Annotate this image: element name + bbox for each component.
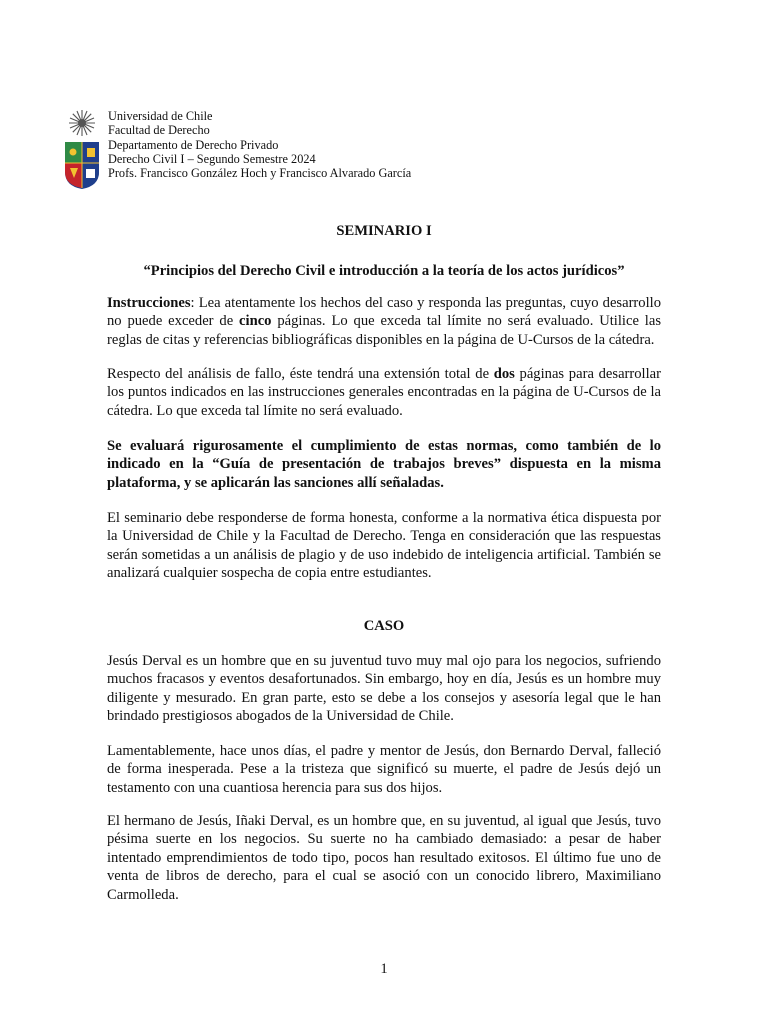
fallo-text-2: páginas para desarrollar los puntos indicados en las instrucciones generales encontradas en la página de U-Cursos de la cátedra. Lo que exceda tal límite no será evaluado.	[107, 366, 662, 419]
warning-paragraph: Se evaluará rigurosamente el cumplimiento de estas normas, como también de lo indicado en la “Guía de presentación de trabajos breves” dispuesta en la misma plataforma, y se aplicarán las sanciones allí señaladas.	[107, 438, 661, 491]
instructions-label: Instrucciones	[107, 295, 191, 311]
professors: Profs. Francisco González Hoch y Francisco Alvarado García	[108, 166, 412, 181]
course-name: Derecho Civil I – Segundo Semestre 2024	[108, 151, 316, 166]
department-name: Departamento de Derecho Privado	[108, 137, 279, 152]
document-subtitle: “Principios del Derecho Civil e introducción a la teoría de los actos jurídicos”	[143, 263, 625, 279]
instructions-page-limit: cinco	[239, 313, 272, 330]
document-title: SEMINARIO I	[336, 223, 432, 239]
faculty-name: Facultad de Derecho	[108, 123, 210, 138]
fallo-paragraph	[107, 365, 661, 420]
fallo-page-limit: dos	[493, 366, 515, 382]
case-heading: CASO	[363, 618, 405, 634]
university-crest-logo	[61, 106, 103, 190]
ethics-paragraph: El seminario debe responderse de forma honesta, conforme a la normativa ética dispuesta por la Universidad de Chile y la Facultad de Derecho. Tenga en consideración que las respuestas serán sometidas a un análisis de plagio y de uso indebido de inteligencia artificial. También se analizará cualquier sospecha de copia entre estudiantes.	[107, 510, 661, 582]
case-paragraph-3: El hermano de Jesús, Iñaki Derval, es un hombre que, en su juventud, al igual que Jesús, tuvo pésima suerte en los negocios. Su suerte no ha cambiado demasiado: a pesar de haber intentado emprendimientos de todo tipo, pocos han resultado exitosos. El último fue uno de venta de libros de derecho, para el cual se asoció con un conocido librero, Maximiliano Carmolleda.	[107, 813, 661, 903]
instructions-paragraph	[107, 294, 661, 349]
case-paragraph-1: Jesús Derval es un hombre que en su juventud tuvo muy mal ojo para los negocios, sufriendo muchos fracasos y eventos desafortunados. Sin embargo, hoy en día, Jesús es un hombre muy diligente y mesurado. En gran parte, esto se debe a los consejos y asesoría legal que le han brindado prestigiosos abogados de la Universidad de Chile.	[107, 653, 661, 725]
university-name: Universidad de Chile	[108, 109, 213, 123]
case-paragraph-2: Lamentablemente, hace unos días, el padre y mentor de Jesús, don Bernardo Derval, falleció de forma inesperada. Pese a la tristeza que significó su muerte, el padre de Jesús dejó un testamento con una cuantiosa herencia para sus dos hijos.	[107, 743, 661, 796]
instructions-text-2: páginas. Lo que exceda tal límite no será evaluado. Utilice las reglas de citas y referencias bibliográficas disponibles en la página de U-Cursos de la cátedra.	[107, 313, 661, 348]
fallo-text-1: Respecto del análisis de fallo, éste tendrá una extensión total de	[107, 366, 494, 382]
instructions-text-1: : Lea atentamente los hechos del caso y responda las preguntas, cuyo desarrollo no puede exceder de	[107, 295, 661, 330]
shield-emblem	[65, 142, 99, 189]
document-header	[61, 106, 411, 190]
page-number: 1	[380, 961, 388, 977]
star-emblem	[69, 110, 95, 136]
